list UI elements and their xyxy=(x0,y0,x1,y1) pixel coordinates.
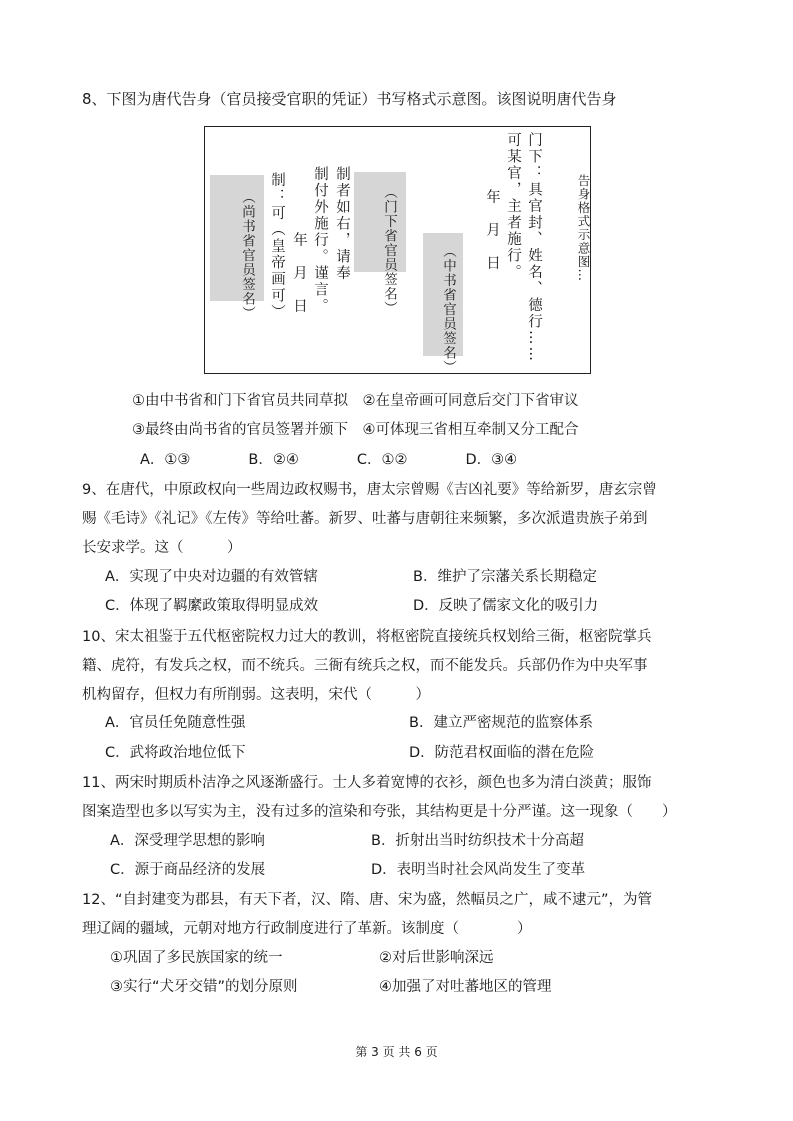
q12-stem-line-1: 12、“自封建变为郡县，有天下者，汉、隋、唐、宋为盛，然幅员之广，咸不逮元”，为管 xyxy=(82,892,652,908)
q11-stem-line-2: 图案造型也多以写实为主，没有过多的渲染和夸张，其结构更是十分严谨。这一现象（ ） xyxy=(82,804,677,820)
q9-stem-line-3: 长安求学。这（ ） xyxy=(82,540,242,556)
diagram-side-title: 告身格式示意图… xyxy=(576,174,591,282)
q10-option-c: C．武将政治地位低下 xyxy=(105,745,246,761)
q11-option-b: B．折射出当时纺织技术十分高超 xyxy=(371,833,584,849)
question-8-stem: 8、下图为唐代告身（官员接受官职的凭证）书写格式示意图。该图说明唐代告身 xyxy=(82,90,617,108)
diagram-col-issue: 制付外施行。谨言。 xyxy=(312,166,328,315)
q8-options: A．①③ B．②④ C．①② D．③④ xyxy=(140,452,518,468)
q8-statements-2: ③最终由尚书省的官员签署并颁下 ④可体现三省相互牵制又分工配合 xyxy=(132,422,579,438)
q10-option-d: D．防范君权面临的潜在危险 xyxy=(409,745,595,761)
signature-menxia: （门下省官员签名） xyxy=(381,185,397,316)
q10-stem-line-2: 籍、虎符，有发兵之权，而不统兵。三衙有统兵之权，而不能发兵。兵部仍作为中央军事 xyxy=(82,658,648,674)
page-footer: 第 3 页 共 6 页 xyxy=(355,1045,438,1059)
q11-option-c: C．源于商品经济的发展 xyxy=(110,862,266,878)
q9-stem-line-1: 9、在唐代，中原政权向一些周边政权赐书，唐太宗曾赐《吉凶礼要》等给新罗，唐玄宗曾 xyxy=(82,482,657,498)
q12-statement-3: ③实行“犬牙交错”的划分原则 xyxy=(110,979,298,995)
q9-option-a: A．实现了中央对边疆的有效管辖 xyxy=(105,569,318,585)
diagram-col-appoint: 可某官，主者施行。 xyxy=(505,132,521,281)
q12-stem-line-2: 理辽阔的疆域，元朝对地方行政制度进行了革新。该制度（ ） xyxy=(82,921,532,937)
q11-stem-line-1: 11、两宋时期质朴洁净之风逐渐盛行。士人多着宽博的衣衫，颜色也多为清白淡黄；服饰 xyxy=(82,775,652,791)
signature-shangshu: （尚书省官员签名） xyxy=(239,190,255,321)
q11-option-d: D．表明当时社会风尚发生了变革 xyxy=(371,862,586,878)
q9-stem-line-2: 赐《毛诗》《礼记》《左传》等给吐蕃。新罗、吐蕃与唐朝往来频繁，多次派遣贵族子弟到 xyxy=(82,511,648,527)
diagram-col-emperor-approval: 制：可（皇帝画可） xyxy=(269,172,285,321)
q12-statement-2: ②对后世影响深远 xyxy=(379,950,494,966)
diagram-col-date-2: 年 月 日 xyxy=(291,232,307,315)
q12-statement-1: ①巩固了多民族国家的统一 xyxy=(110,950,283,966)
q10-stem-line-3: 机构留存，但权力有所削弱。这表明，宋代（ ） xyxy=(82,687,430,703)
q11-option-a: A．深受理学思想的影响 xyxy=(110,833,265,849)
diagram-col-date-1: 年 月 日 xyxy=(484,189,500,272)
q9-option-d: D．反映了儒家文化的吸引力 xyxy=(413,598,599,614)
q10-option-a: A．官员任免随意性强 xyxy=(105,715,246,731)
q10-option-b: B．建立严密规范的监察体系 xyxy=(409,715,593,731)
q8-statements-1: ①由中书省和门下省官员共同草拟 ②在皇帝画可同意后交门下省审议 xyxy=(132,393,579,409)
diagram-col-request: 制者如右，请奉 xyxy=(334,166,350,282)
q12-statement-4: ④加强了对吐蕃地区的管理 xyxy=(379,979,552,995)
q9-option-c: C．体现了羁縻政策取得明显成效 xyxy=(105,598,319,614)
q10-stem-line-1: 10、宋太祖鉴于五代枢密院权力过大的教训，将枢密院直接统兵权划给三衙，枢密院掌兵 xyxy=(82,629,652,645)
signature-zhongshu: （中书省官员签名） xyxy=(440,244,456,375)
diagram-col-menxia-header: 门下：具官封、姓名、德行…… xyxy=(526,132,542,363)
q9-option-b: B．维护了宗藩关系长期稳定 xyxy=(413,569,597,585)
